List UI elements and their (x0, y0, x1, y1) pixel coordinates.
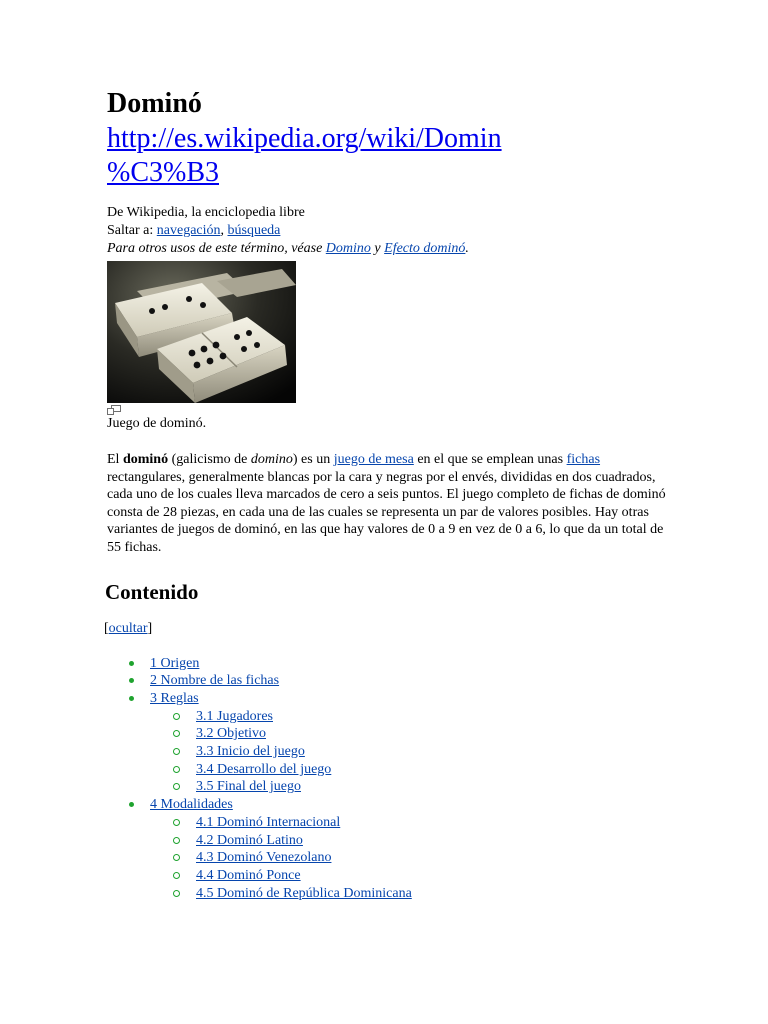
fichas-link[interactable]: fichas (566, 452, 601, 467)
toc-subitem (150, 832, 667, 850)
toc-subitem (150, 814, 667, 832)
domino-link[interactable]: Domino (325, 241, 371, 256)
toc-subitem (150, 867, 667, 885)
circle-bullet-icon (173, 872, 180, 879)
circle-bullet-icon (173, 819, 180, 826)
toc-sublist (150, 814, 667, 903)
circle-bullet-icon (173, 766, 180, 773)
circle-bullet-icon (173, 713, 180, 720)
toc-item (107, 655, 667, 673)
toc-title: Contenido (105, 579, 199, 604)
toc-subitem (150, 743, 667, 761)
circle-bullet-icon (173, 748, 180, 755)
toc-sublink[interactable]: 3.1 Jugadores (196, 708, 273, 724)
toc-subitem (150, 778, 667, 796)
page-title: Dominó (107, 88, 202, 119)
toc-sublink[interactable]: 3.5 Final del juego (196, 779, 301, 795)
juego-de-mesa-link[interactable]: juego de mesa (333, 452, 414, 467)
article-page (104, 88, 667, 902)
circle-bullet-icon (173, 783, 180, 790)
toc-subitem (150, 708, 667, 726)
toc-list (107, 655, 667, 903)
circle-bullet-icon (173, 854, 180, 861)
jump-search-link[interactable]: búsqueda (227, 223, 281, 238)
toc-sublink[interactable]: 3.4 Desarrollo del juego (196, 761, 332, 777)
toc-sublink[interactable]: 4.1 Dominó Internacional (196, 814, 341, 830)
jump-links: Saltar a: navegación, búsqueda (107, 223, 281, 238)
toc-subitem (150, 885, 667, 903)
enlarge-icon[interactable] (107, 405, 121, 415)
toc-link[interactable]: 3 Reglas (150, 690, 199, 706)
toc-subitem (150, 725, 667, 743)
tagline: De Wikipedia, la enciclopedia libre (107, 205, 305, 220)
bullet-icon (129, 678, 134, 683)
toc-subitem (150, 761, 667, 779)
circle-bullet-icon (173, 837, 180, 844)
toc-link[interactable]: 4 Modalidades (150, 797, 233, 813)
toc-item (107, 796, 667, 902)
toc-link[interactable]: 2 Nombre de las fichas (150, 673, 280, 689)
toc-sublist (150, 708, 667, 797)
toc-item (107, 672, 667, 690)
toc-sublink[interactable]: 4.4 Dominó Ponce (196, 868, 301, 883)
article-url (107, 122, 667, 190)
disambiguation-note: Para otros usos de este término, véase Domino y Efecto dominó. (107, 241, 469, 256)
toc-sublink[interactable]: 4.2 Dominó Latino (196, 832, 303, 848)
circle-bullet-icon (173, 730, 180, 737)
domino-photo[interactable] (107, 261, 296, 403)
toc-subitem (150, 849, 667, 867)
circle-bullet-icon (173, 890, 180, 897)
article-url-link[interactable]: http://es.wikipedia.org/wiki/Domin %C3%B3 (107, 123, 502, 188)
jump-navigation-link[interactable]: navegación (156, 223, 221, 238)
toc-sublink[interactable]: 3.3 Inicio del juego (196, 744, 305, 760)
toc-sublink[interactable]: 3.2 Objetivo (196, 726, 266, 742)
toc-hide-link[interactable]: ocultar (108, 620, 148, 636)
bullet-icon (129, 696, 134, 701)
toc-link[interactable]: 1 Origen (150, 655, 200, 671)
efecto-domino-link[interactable]: Efecto dominó (384, 241, 466, 256)
bullet-icon (129, 661, 134, 666)
intro-paragraph: El dominó (galicismo de domino) es un juego de mesa en el que se emplean unas fichas rectangulares, generalmente blancas por la cara y negras por el envés, divididas en dos cuadrados, cada uno de los cuales lleva marcados de cero a seis puntos. El juego completo de fichas de dominó consta de 28 piezas, en cada una de las cuales se representa un par de valores posibles. Hay otras variantes de juegos de dominó, en las que hay valores de 0 a 9 en vez de 0 a 6, lo que da un total de 55 fichas. (107, 452, 666, 555)
toc-item (107, 690, 667, 796)
toc-toggle: [ocultar] (104, 620, 153, 636)
toc-sublink[interactable]: 4.3 Dominó Venezolano (196, 850, 332, 866)
toc-sublink[interactable]: 4.5 Dominó de República Dominicana (196, 885, 412, 901)
bullet-icon (129, 802, 134, 807)
image-caption: Juego de dominó. (107, 416, 207, 431)
